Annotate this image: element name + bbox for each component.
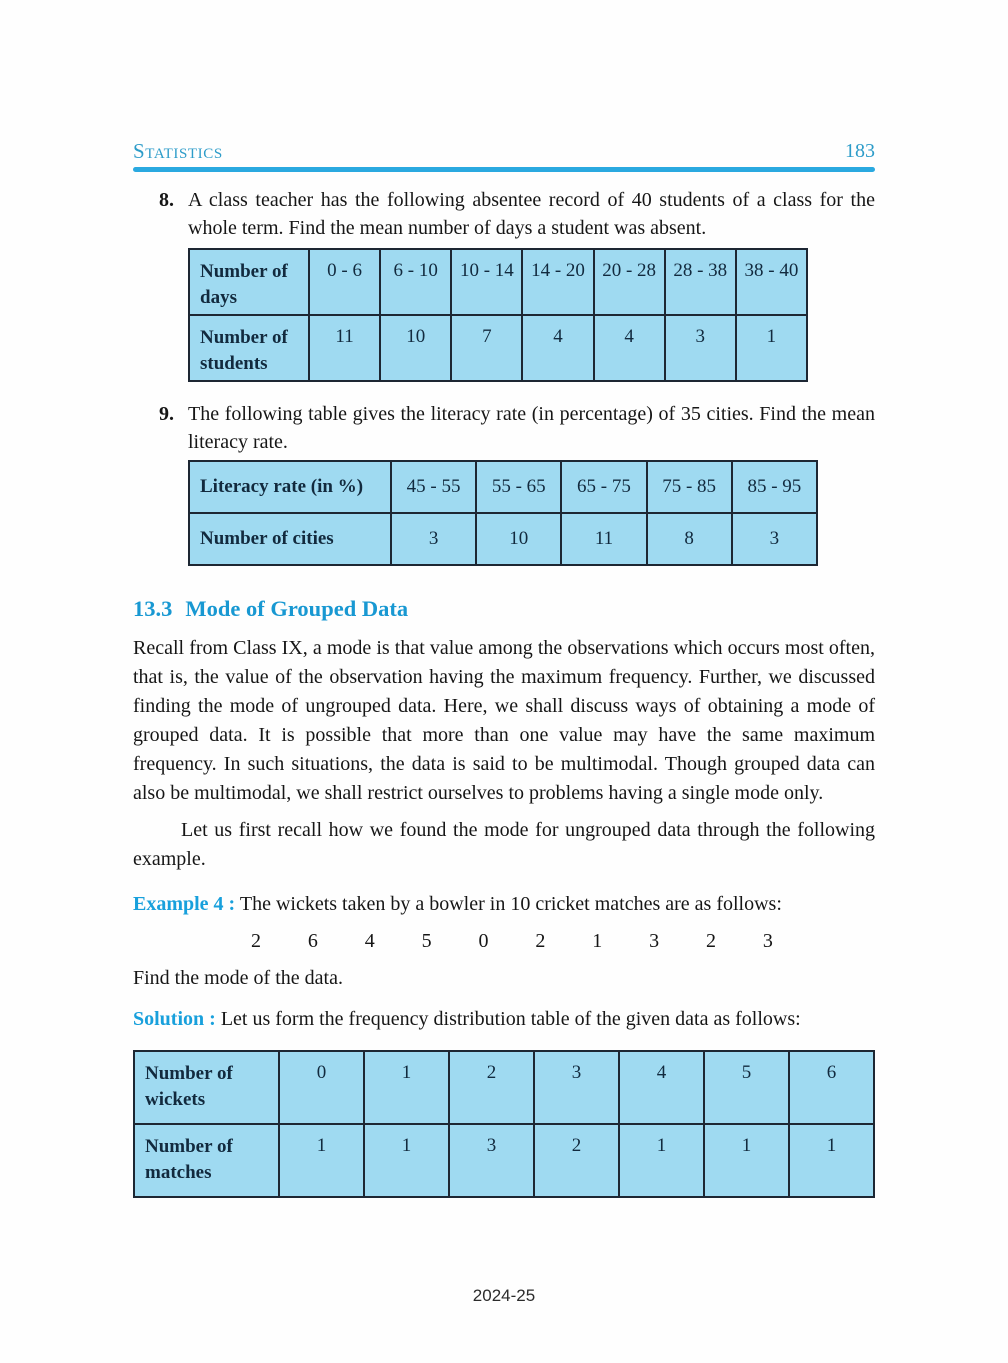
example-4-text: The wickets taken by a bowler in 10 cricket matches are as follows: xyxy=(239,893,782,915)
table-cell: 3 xyxy=(534,1051,619,1124)
table-row-label: Number of days xyxy=(189,249,309,315)
table-cell: 11 xyxy=(561,513,646,565)
page-header xyxy=(133,140,875,162)
table-cell: 20 - 28 xyxy=(594,249,665,315)
table-cell: 11 xyxy=(309,315,380,381)
table-cell: 14 - 20 xyxy=(522,249,593,315)
data-value: 0 xyxy=(478,930,489,952)
table-cell: 0 xyxy=(279,1051,364,1124)
table-row xyxy=(189,249,807,315)
table-cell: 55 - 65 xyxy=(476,461,561,513)
question-8-text: A class teacher has the following absentee record of 40 students of a class for the whole term. Find the mean number of days a student was absent. xyxy=(188,189,875,239)
solution-text: Let us form the frequency distribution table of the given data as follows: xyxy=(220,1008,801,1030)
table-cell: 4 xyxy=(594,315,665,381)
section-paragraph-1: Recall from Class IX, a mode is that value among the observations which occurs most often, that is, the value of the observation having the maximum frequency. Further, we discussed finding the mode of ungrouped data. Here, we shall discuss ways of obtaining a mode of grouped data. It is possible that more than one value may have the same maximum frequency. In such situations, the data is said to be multimodal. Though grouped data can also be multimodal, we shall restrict ourselves to problems having a single mode only. xyxy=(133,637,875,804)
data-value: 3 xyxy=(762,930,773,952)
table-cell: 3 xyxy=(665,315,736,381)
section-paragraph-2: Let us first recall how we found the mode for ungrouped data through the following example. xyxy=(133,819,875,870)
table-row xyxy=(189,315,807,381)
table-cell: 10 - 14 xyxy=(451,249,522,315)
page-content xyxy=(133,140,875,1198)
data-value: 2 xyxy=(706,930,716,952)
example-4-line xyxy=(133,890,875,919)
table-cell: 5 xyxy=(704,1051,789,1124)
table-row-label: Number of wickets xyxy=(134,1051,279,1124)
solution-line xyxy=(133,1005,875,1034)
table-row xyxy=(189,513,817,565)
table-row-label: Number of students xyxy=(189,315,309,381)
footer-year: 2024-25 xyxy=(472,1286,536,1305)
example-data-values xyxy=(251,927,773,956)
data-value: 4 xyxy=(364,930,375,952)
data-value: 6 xyxy=(307,930,318,952)
absentee-table xyxy=(188,248,808,382)
table-cell: 6 - 10 xyxy=(380,249,451,315)
table-cell: 1 xyxy=(364,1051,449,1124)
table-cell: 38 - 40 xyxy=(736,249,807,315)
question-8 xyxy=(133,186,875,242)
table-cell: 75 - 85 xyxy=(647,461,732,513)
table-cell: 10 xyxy=(380,315,451,381)
table-cell: 1 xyxy=(736,315,807,381)
table-cell: 4 xyxy=(522,315,593,381)
table-cell: 6 xyxy=(789,1051,874,1124)
table-row xyxy=(189,461,817,513)
table-cell: 1 xyxy=(364,1124,449,1197)
wickets-table xyxy=(133,1050,875,1198)
literacy-table xyxy=(188,460,818,566)
question-9 xyxy=(133,400,875,456)
table-cell: 85 - 95 xyxy=(732,461,817,513)
table-cell: 3 xyxy=(391,513,476,565)
page-number: 183 xyxy=(845,140,875,162)
section-heading xyxy=(133,596,875,622)
section-number: 13.3 xyxy=(133,596,173,621)
data-value: 2 xyxy=(535,930,546,952)
table-cell: 7 xyxy=(451,315,522,381)
table-cell: 45 - 55 xyxy=(391,461,476,513)
table-cell: 8 xyxy=(647,513,732,565)
question-9-number: 9. xyxy=(159,403,174,425)
table-cell: 1 xyxy=(789,1124,874,1197)
table-cell: 1 xyxy=(279,1124,364,1197)
example-4-label: Example 4 : xyxy=(133,893,236,915)
question-8-number: 8. xyxy=(159,189,174,211)
chapter-title: Statistics xyxy=(133,139,223,163)
header-rule xyxy=(133,167,875,172)
table-cell: 3 xyxy=(449,1124,534,1197)
table-cell: 28 - 38 xyxy=(665,249,736,315)
data-value: 2 xyxy=(251,930,261,952)
solution-label: Solution : xyxy=(133,1008,216,1030)
table-cell: 0 - 6 xyxy=(309,249,380,315)
table-row-label: Number of cities xyxy=(189,513,391,565)
find-mode-text: Find the mode of the data. xyxy=(133,967,343,989)
table-cell: 1 xyxy=(704,1124,789,1197)
table-cell: 2 xyxy=(534,1124,619,1197)
data-value: 3 xyxy=(649,930,660,952)
table-cell: 1 xyxy=(619,1124,704,1197)
table-cell: 2 xyxy=(449,1051,534,1124)
data-value: 1 xyxy=(592,930,603,952)
table-row xyxy=(134,1051,874,1124)
table-cell: 3 xyxy=(732,513,817,565)
table-row-label: Number of matches xyxy=(134,1124,279,1197)
table-row-label: Literacy rate (in %) xyxy=(189,461,391,513)
question-9-text: The following table gives the literacy rate (in percentage) of 35 cities. Find the mean literacy rate. xyxy=(188,403,875,453)
table-cell: 10 xyxy=(476,513,561,565)
table-row xyxy=(134,1124,874,1197)
table-cell: 4 xyxy=(619,1051,704,1124)
data-value: 5 xyxy=(421,930,432,952)
table-cell: 65 - 75 xyxy=(561,461,646,513)
section-title: Mode of Grouped Data xyxy=(185,596,409,621)
